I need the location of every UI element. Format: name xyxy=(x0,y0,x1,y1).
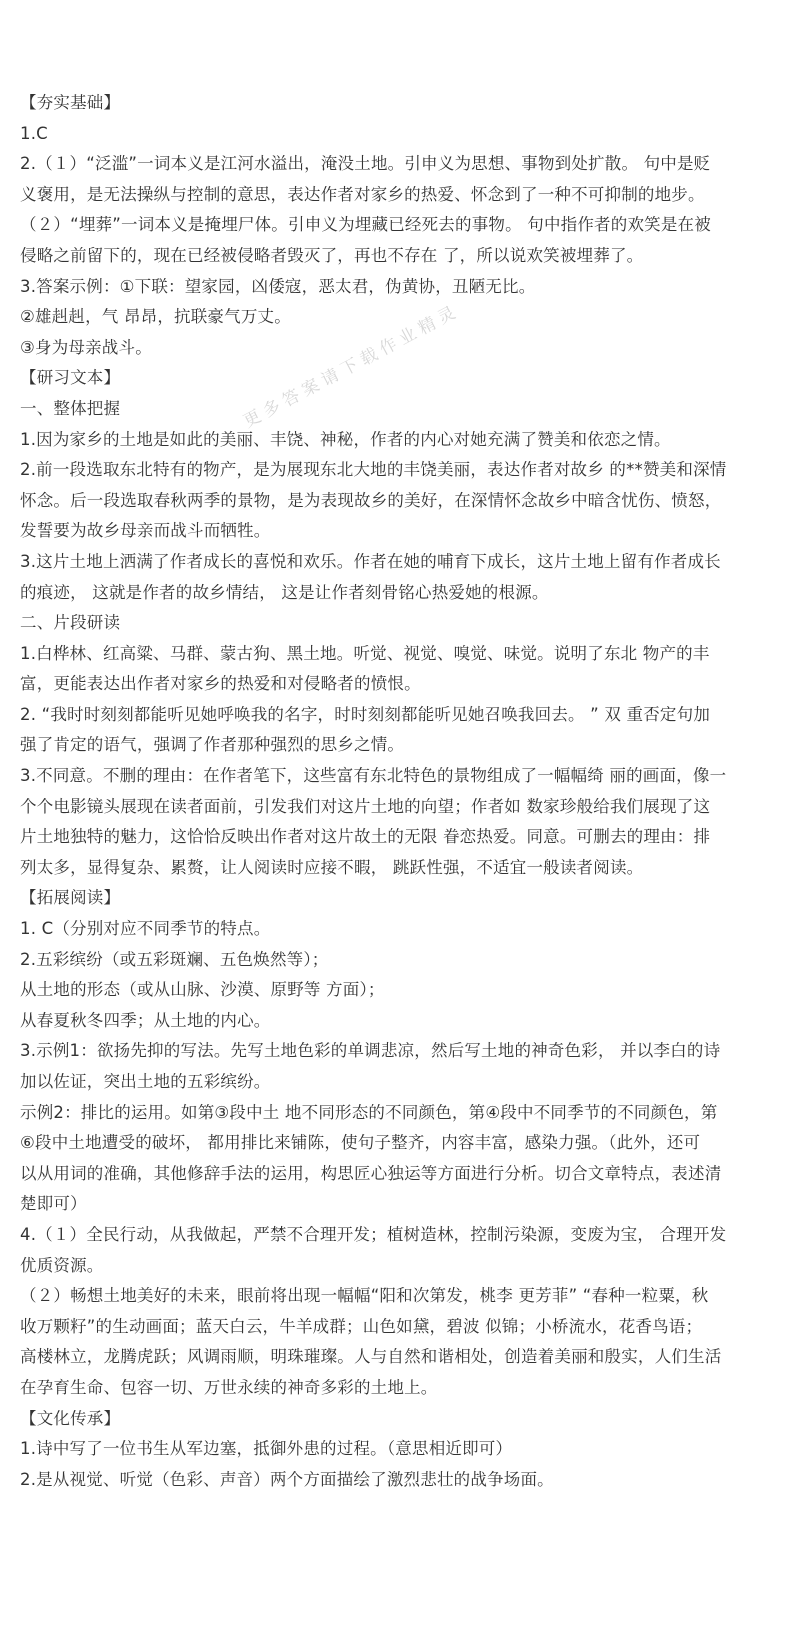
text-line: 2. “我时时刻刻都能听见她呼唤我的名字，时时刻刻都能听见她召唤我回去。 ” 双 重否定句加 xyxy=(20,704,711,724)
text-line: 列太多，显得复杂、累赘，让人阅读时应接不暇， 跳跃性强，不适宜一般读者阅读。 xyxy=(20,857,644,877)
text-line: 强了肯定的语气，强调了作者那种强烈的思乡之情。 xyxy=(20,735,405,755)
text-line: 2.是从视觉、听觉（色彩、声音）两个方面描绘了激烈悲壮的战争场面。 xyxy=(20,1469,554,1489)
text-line: 1.C xyxy=(20,123,48,143)
text-line: 的痕迹， 这就是作者的故乡情结， 这是让作者刻骨铭心热爱她的根源。 xyxy=(20,582,549,602)
text-line: （２）畅想土地美好的未来，眼前将出现一幅幅“阳和次第发，桃李 更芳菲” “春种一粒粟，秋 xyxy=(20,1286,709,1306)
text-line: 3.不同意。不删的理由：在作者笔下，这些富有东北特色的景物组成了一幅幅绮 丽的画面，像一 xyxy=(20,766,727,786)
text-line: 【拓展阅读】 xyxy=(20,888,121,908)
text-line: 示例2：排比的运用。如第③段中土 地不同形态的不同颜色，第④段中不同季节的不同颜色，第 xyxy=(20,1102,718,1122)
text-line: 一、整体把握 xyxy=(20,398,121,418)
text-line: 富，更能表达出作者对家乡的热爱和对侵略者的愤恨。 xyxy=(20,674,421,694)
text-line: 二、片段研读 xyxy=(20,613,121,633)
text-line: 2.五彩缤纷（或五彩斑斓、五色焕然等）； xyxy=(20,949,329,969)
answer-content xyxy=(20,88,780,1495)
text-line: 收万颗籽”的生动画面；蓝天白云，牛羊成群；山色如黛，碧波 似锦；小桥流水，花香鸟语； xyxy=(20,1316,703,1336)
text-line: 3.示例1：欲扬先抑的写法。先写土地色彩的单调悲凉，然后写土地的神奇色彩， 并以李白的诗 xyxy=(20,1041,721,1061)
text-line: 优质资源。 xyxy=(20,1255,104,1275)
text-line: 片土地独特的魅力，这恰恰反映出作者对这片故土的无限 眷恋热爱。同意。可删去的理由：排 xyxy=(20,827,711,847)
text-line: ②雄赳赳，气 昂昂，抗联豪气万丈。 xyxy=(20,307,291,327)
text-line: （２）“埋葬”一词本义是掩埋尸体。引申义为埋藏已经死去的事物。 句中指作者的欢笑是在被 xyxy=(20,215,711,235)
text-line: 1.诗中写了一位书生从军边塞，抵御外患的过程。（意思相近即可） xyxy=(20,1439,513,1459)
text-line: 1. C（分别对应不同季节的特点。 xyxy=(20,919,271,939)
text-line: ⑥段中土地遭受的破坏， 都用排比来铺陈，使句子整齐，内容丰富，感染力强。（此外，还可 xyxy=(20,1133,701,1153)
watermark: 更多答案请下载作业精灵 xyxy=(240,300,464,433)
text-line: 义褒用，是无法操纵与控制的意思，表达作者对家乡的热爱、怀念到了一种不可抑制的地步。 xyxy=(20,184,705,204)
text-line: 发誓要为故乡母亲而战斗而牺牲。 xyxy=(20,521,271,541)
text-line: 侵略之前留下的，现在已经被侵略者毁灭了，再也不存在 了，所以说欢笑被埋葬了。 xyxy=(20,245,644,265)
text-line: 2.（１）“泛滥”一词本义是江河水溢出，淹没土地。引申义为思想、事物到处扩散。 句中是贬 xyxy=(20,154,711,174)
text-line: 2.前一段选取东北特有的物产，是为展现东北大地的丰饶美丽，表达作者对故乡 的**赞美和深情 xyxy=(20,460,727,480)
text-line: 【夯实基础】 xyxy=(20,93,121,112)
text-line: 从土地的形态（或从山脉、沙漠、原野等 方面）； xyxy=(20,980,385,1000)
text-line: 高楼林立，龙腾虎跃；风调雨顺，明珠璀璨。人与自然和谐相处，创造着美丽和殷实，人们生活 xyxy=(20,1347,722,1367)
text-line: ③身为母亲战斗。 xyxy=(20,337,152,357)
text-line: 加以佐证，突出土地的五彩缤纷。 xyxy=(20,1072,271,1091)
text-line: 以从用词的准确，其他修辞手法的运用，构思匠心独运等方面进行分析。切合文章特点，表述清 xyxy=(20,1163,722,1183)
text-line: 楚即可） xyxy=(20,1194,87,1214)
text-line: 【研习文本】 xyxy=(20,368,121,388)
text-line: 从春夏秋冬四季；从土地的内心。 xyxy=(20,1010,271,1030)
text-line: 1.因为家乡的土地是如此的美丽、丰饶、神秘，作者的内心对她充满了赞美和依恋之情。 xyxy=(20,429,671,449)
text-line: 3.这片土地上洒满了作者成长的喜悦和欢乐。作者在她的哺育下成长，这片土地上留有作者成长 xyxy=(20,551,721,571)
text-line: 个个电影镜头展现在读者面前，引发我们对这片土地的向望；作者如 数家珍般给我们展现了这 xyxy=(20,796,711,816)
text-line: 在孕育生命、包容一切、万世永续的神奇多彩的土地上。 xyxy=(20,1377,438,1397)
text-line: 3.答案示例：①下联：望家园，凶倭寇，恶太君，伪黄协，丑陋无比。 xyxy=(20,276,536,296)
text-line: 怀念。后一段选取春秋两季的景物，是为表现故乡的美好，在深情怀念故乡中暗含忧伤、愤怒， xyxy=(20,490,722,510)
text-line: 1.白桦林、红高粱、马群、蒙古狗、黑土地。听觉、视觉、嗅觉、味觉。说明了东北 物产的丰 xyxy=(20,643,710,663)
text-line: 【文化传承】 xyxy=(20,1408,121,1428)
text-line: 4.（１）全民行动，从我做起，严禁不合理开发；植树造林，控制污染源，变废为宝， 合理开发 xyxy=(20,1224,727,1244)
